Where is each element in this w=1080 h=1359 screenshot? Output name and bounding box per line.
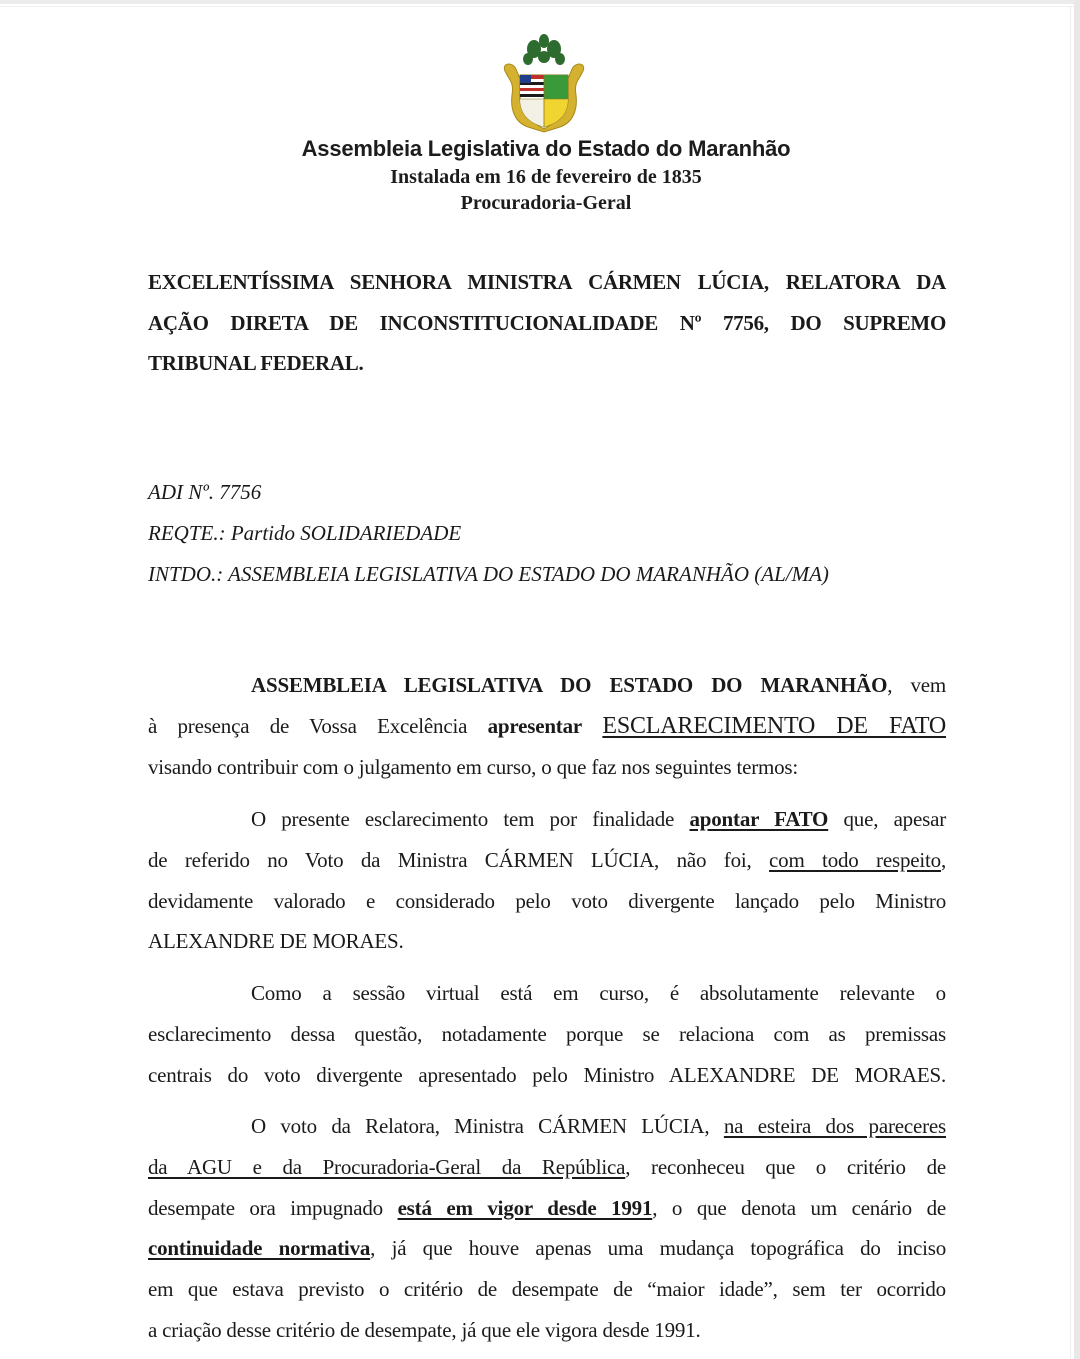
text-line: visando contribuir com o julgamento em curso, o que faz nos seguintes termos: [148, 754, 799, 779]
paragraph-relevance [148, 973, 946, 1095]
case-respondent: INTDO.: ASSEMBLEIA LEGISLATIVA DO ESTADO DO MARANHÃO (AL/MA) [148, 562, 829, 586]
addressee-line: TRIBUNAL FEDERAL. [148, 351, 364, 375]
underlined-text: com todo respeito [769, 847, 941, 872]
coat-of-arms-icon [498, 33, 590, 133]
text-line [148, 799, 946, 840]
text-line [148, 1106, 946, 1147]
case-number: ADI Nº. 7756 [148, 480, 262, 504]
text-line [148, 1228, 946, 1269]
paragraph-intro [148, 665, 946, 787]
text: , [940, 847, 946, 872]
text: de referido no Voto da Ministra CÁRMEN LÚCIA, não foi, [148, 847, 770, 872]
bold-text: apresentar [487, 713, 583, 738]
text: , o que denota um cenário de [652, 1195, 946, 1220]
text: , vem [887, 673, 947, 697]
text: , já que houve apenas uma mudança topográfica do inciso [370, 1236, 946, 1261]
bold-underlined-text: está em vigor desde 1991 [397, 1195, 653, 1220]
addressee-line: EXCELENTÍSSIMA SENHORA MINISTRA CÁRMEN LÚCIA, RELATORA DA [148, 270, 946, 294]
text-line: ALEXANDRE DE MORAES. [148, 929, 404, 954]
text: à presença de Vossa Excelência [148, 713, 488, 738]
text-line: centrais do voto divergente apresentado pelo Ministro ALEXANDRE DE MORAES. [148, 1062, 946, 1087]
case-plaintiff: REQTE.: Partido SOLIDARIEDADE [148, 521, 462, 545]
text [582, 714, 602, 738]
page-top-edge-line [0, 6, 1074, 7]
text-line [148, 1147, 946, 1188]
text-line: em que estava previsto o critério de desempate de “maior idade”, sem ter ocorrido [148, 1277, 946, 1302]
page-top-edge [0, 0, 1080, 4]
text: que, apesar [828, 807, 946, 831]
text: , reconheceu que o critério de [625, 1154, 946, 1179]
bold-text: ASSEMBLEIA LEGISLATIVA DO ESTADO DO MARANHÃO [251, 673, 888, 697]
text-line: esclarecimento dessa questão, notadamente porque se relaciona com as premissas [148, 1021, 946, 1046]
paragraph-rapporteur-vote [148, 1106, 946, 1351]
text: desempate ora impugnado [148, 1195, 398, 1220]
text-line: devidamente valorado e considerado pelo voto divergente lançado pelo Ministro [148, 888, 946, 913]
underlined-text: da AGU e da Procuradoria-Geral da República [148, 1154, 626, 1179]
text: O voto da Relatora, Ministra CÁRMEN LÚCIA, [251, 1114, 724, 1138]
institution-founding: Instalada em 16 de fevereiro de 1835 [390, 166, 702, 188]
underlined-heading: ESCLARECIMENTO DE FATO [602, 712, 946, 739]
bold-underlined-text: continuidade normativa [148, 1236, 371, 1261]
text: O presente esclarecimento tem por finalidade [251, 807, 690, 831]
bold-underlined-text: apontar FATO [689, 807, 829, 831]
text-line: a criação desse critério de desempate, já que ele vigora desde 1991. [148, 1317, 701, 1342]
text-line [148, 665, 946, 706]
institution-title: Assembleia Legislativa do Estado do Maranhão [301, 136, 791, 161]
paragraph-purpose [148, 799, 946, 962]
addressee-block [148, 262, 946, 384]
underlined-text: na esteira dos pareceres [723, 1114, 946, 1138]
department-name: Procuradoria-Geral [460, 192, 632, 214]
text-line: Como a sessão virtual está em curso, é absolutamente relevante o [251, 981, 946, 1005]
text-line [148, 840, 946, 881]
text-line [148, 1188, 946, 1229]
text-line [148, 706, 946, 747]
addressee-line: AÇÃO DIRETA DE INCONSTITUCIONALIDADE Nº 7756, DO SUPREMO [148, 310, 946, 335]
